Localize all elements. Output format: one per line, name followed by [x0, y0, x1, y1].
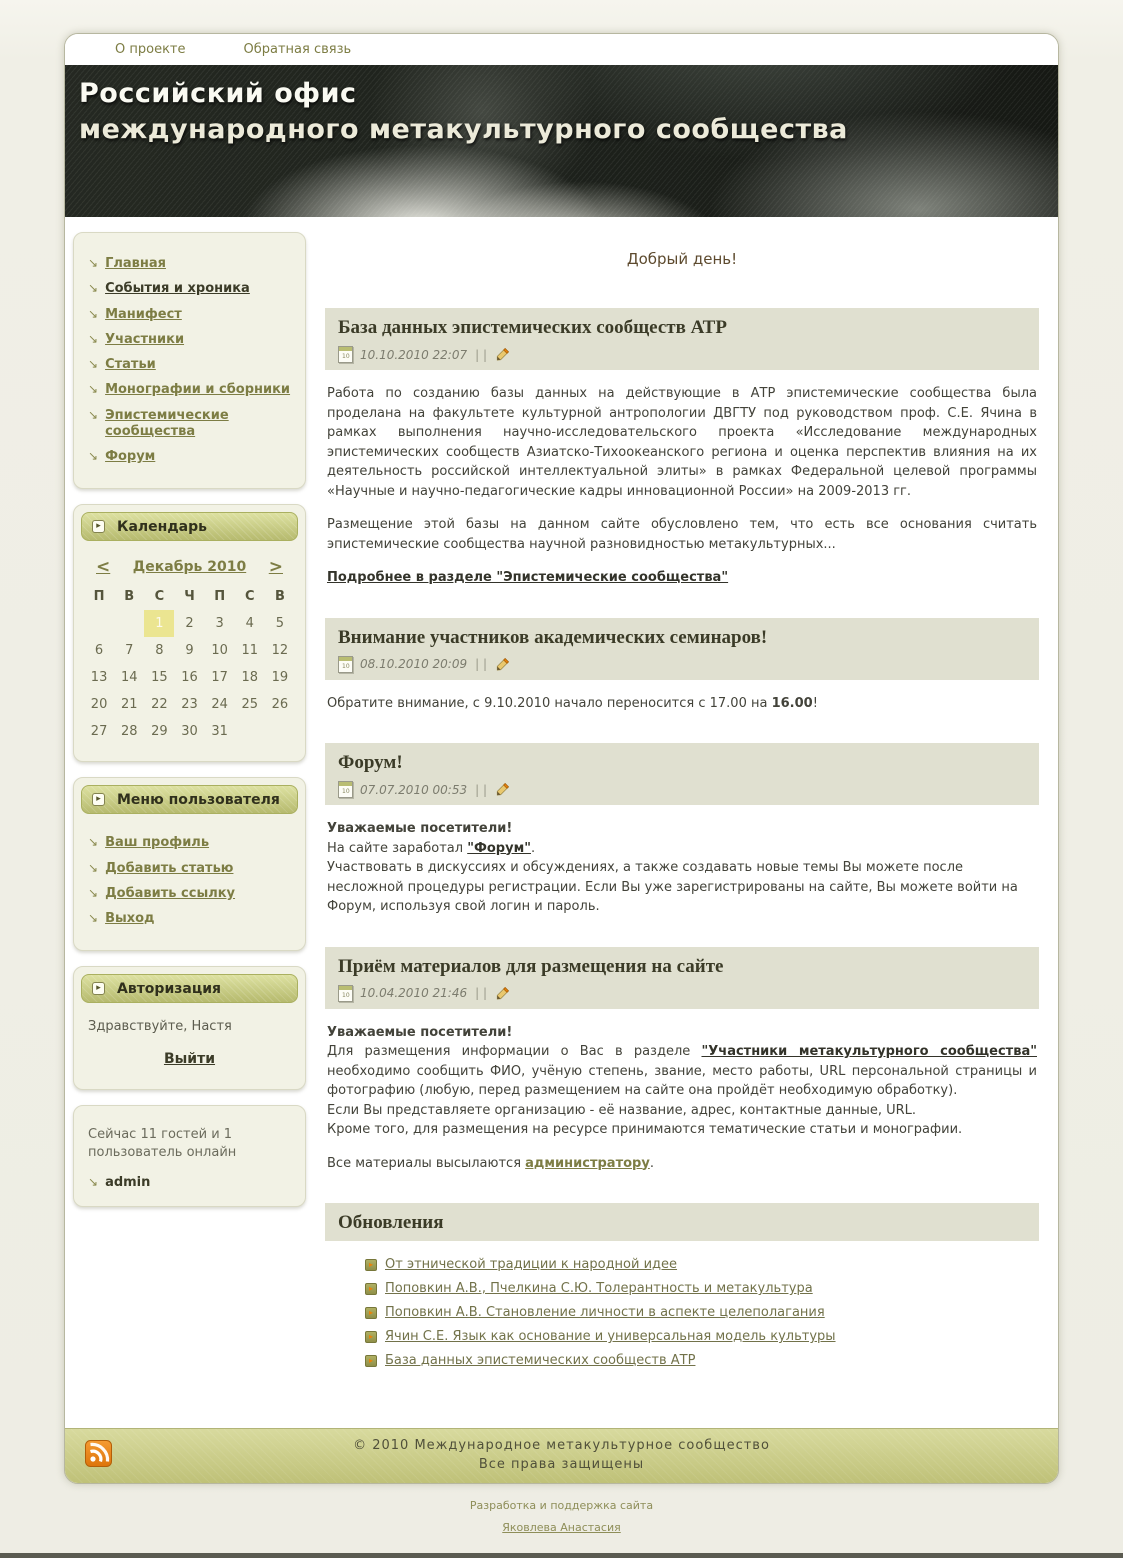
sidebar-item[interactable] [86, 449, 293, 465]
arrow-icon: ↘ [88, 306, 99, 321]
article-title: База данных эпистемических сообществ АТР [338, 317, 727, 338]
article-text: 16.00 [771, 695, 813, 711]
developer-link[interactable]: Яковлева Анастасия [502, 1521, 621, 1534]
article-header-band [325, 743, 1039, 805]
calendar-day[interactable]: 13 [90, 670, 108, 686]
calendar-day[interactable]: 11 [241, 643, 259, 659]
calendar-day-header: Ч [184, 589, 195, 605]
sidebar-item[interactable] [86, 408, 293, 441]
sidebar-item-link[interactable]: Статьи [105, 357, 156, 372]
calendar-day [265, 718, 295, 745]
update-bullet-icon [365, 1259, 377, 1271]
user-menu-item-link[interactable]: Выход [105, 911, 155, 926]
calendar-day[interactable]: 14 [120, 670, 138, 686]
update-link[interactable]: Ячин С.Е. Язык как основание и универсальная модель культуры [385, 1329, 836, 1344]
date-separator: | | [475, 347, 488, 362]
calendar-day[interactable]: 7 [125, 643, 134, 659]
sidebar-item[interactable] [86, 332, 293, 348]
user-menu-block [73, 777, 306, 951]
user-menu-item[interactable] [86, 911, 293, 927]
calendar-day[interactable]: 5 [275, 616, 285, 632]
article-date: 10.10.2010 22:07 [360, 347, 468, 362]
article-body [325, 1009, 1039, 1174]
sidebar-item[interactable] [86, 357, 293, 373]
site-title-line1: Российский офис [79, 78, 357, 109]
calendar-day[interactable]: 30 [181, 724, 198, 740]
online-user-name: admin [105, 1174, 151, 1190]
calendar-day[interactable]: 3 [215, 616, 224, 632]
calendar-day[interactable]: 20 [90, 697, 108, 713]
user-menu-item[interactable] [86, 861, 293, 877]
article-text: На сайте заработал [327, 840, 468, 856]
user-menu-item-link[interactable]: Ваш профиль [105, 835, 210, 851]
article-date-row [338, 346, 1026, 363]
article [325, 618, 1039, 714]
calendar-day-header: С [154, 589, 165, 605]
article-body [325, 370, 1039, 588]
calendar-day[interactable]: 2 [185, 616, 194, 632]
calendar-day[interactable]: 19 [271, 670, 289, 686]
update-link[interactable]: От этнической традиции к народной идее [385, 1257, 678, 1272]
article-text: . [649, 1155, 654, 1171]
main-container [64, 33, 1059, 1484]
pencil-icon[interactable] [495, 782, 510, 797]
article-date: 08.10.2010 20:09 [360, 657, 468, 671]
block-arrow-icon [92, 520, 105, 533]
calendar-day[interactable]: 9 [185, 643, 194, 659]
calendar-day-header: П [93, 589, 105, 605]
calendar-day[interactable]: 12 [271, 643, 289, 659]
site-title-line2: международного метакультурного сообщества [79, 114, 848, 145]
article-text: Для размещения информации о Вас в разделе [327, 1044, 702, 1059]
nav-feedback-link[interactable]: Обратная связь [243, 42, 352, 57]
calendar-block-header [81, 512, 298, 541]
pencil-icon[interactable] [495, 347, 510, 362]
article-inline-link[interactable]: "Форум" [467, 840, 531, 856]
update-item[interactable] [365, 1329, 1039, 1344]
calendar-block [73, 504, 306, 762]
article-header-band [325, 308, 1039, 370]
calendar-grid [84, 583, 295, 745]
date-separator: | | [475, 986, 488, 1000]
article-body [325, 680, 1039, 714]
article-header-band [325, 618, 1039, 680]
arrow-icon: ↘ [88, 357, 99, 371]
article-title: Приём материалов для размещения на сайте [338, 955, 724, 977]
article-date-row [338, 656, 1026, 673]
calendar-day[interactable]: 21 [120, 697, 138, 713]
article-text: Участвовать в дискуссиях и обсуждениях, а также создавать новые темы Вы можете после несложной процедуры регистрации. Если Вы уже зарегистрированы на сайте, Вы можете войти на Форум, используя свой логин и пароль. [327, 860, 1018, 914]
auth-block-header [81, 974, 298, 1003]
article-inline-link[interactable]: Подробнее в разделе "Эпистемические сообщества" [327, 570, 729, 585]
calendar-day[interactable]: 22 [151, 697, 168, 713]
sidebar-item-link[interactable]: Манифест [105, 306, 182, 322]
arrow-icon: ↘ [88, 407, 99, 422]
calendar-day[interactable]: 6 [94, 643, 104, 659]
calendar-day[interactable]: 23 [181, 697, 198, 713]
footer-copyright: © 2010 Международное метакультурное сообщество [353, 1438, 770, 1454]
article-text: ! [812, 695, 818, 711]
calendar-day-current[interactable]: 1 [144, 610, 174, 637]
article-header-band [325, 947, 1039, 1009]
sidebar-item-link[interactable]: Форум [105, 449, 156, 464]
sidebar-item-link[interactable]: Монографии и сборники [105, 382, 291, 398]
arrow-icon: ↘ [88, 860, 99, 875]
auth-block [73, 966, 306, 1090]
user-menu-item[interactable] [86, 886, 293, 902]
block-arrow-icon [92, 793, 105, 806]
calendar-day[interactable]: 8 [155, 643, 164, 659]
pencil-icon[interactable] [495, 657, 510, 672]
arrow-icon: ↘ [88, 382, 99, 397]
article-text: Уважаемые посетители! [327, 821, 513, 836]
calendar-day[interactable]: 26 [271, 697, 289, 713]
calendar-day[interactable]: 18 [241, 670, 259, 686]
rss-icon[interactable] [85, 1440, 112, 1471]
sidebar-item[interactable] [86, 256, 293, 272]
article-title: Форум! [338, 752, 403, 773]
update-bullet-icon [365, 1355, 377, 1367]
article-text: Уважаемые посетители! [327, 1024, 513, 1040]
sidebar-item-link[interactable]: События и хроника [105, 281, 250, 297]
arrow-icon: ↘ [88, 256, 99, 270]
update-link[interactable]: Поповкин А.В., Пчелкина С.Ю. Толерантность и метакультура [385, 1281, 813, 1296]
calendar-icon: 10 [338, 985, 353, 1002]
article [325, 308, 1039, 588]
calendar-day[interactable]: 25 [241, 697, 259, 713]
nav-about-link[interactable]: О проекте [115, 42, 186, 57]
footer-rights: Все права защищены [478, 1457, 645, 1472]
user-menu-block-header [81, 785, 298, 814]
updates-section [325, 1203, 1039, 1368]
article-text: Если Вы представляете организацию - её название, адрес, контактные данные, URL. [327, 1102, 917, 1118]
calendar-icon: 10 [338, 781, 353, 798]
update-item[interactable] [365, 1305, 1039, 1320]
update-link[interactable]: База данных эпистемических сообществ АТР [385, 1353, 696, 1368]
logout-link[interactable]: Выйти [163, 1051, 216, 1068]
block-arrow-icon [92, 982, 105, 995]
update-link[interactable]: Поповкин А.В. Становление личности в аспекте целеполагания [385, 1305, 825, 1320]
auth-block-title: Авторизация [117, 980, 222, 997]
auth-greeting: Здравствуйте, Настя [88, 1019, 232, 1035]
arrow-icon: ↘ [88, 911, 99, 925]
bottom-divider [0, 1553, 1123, 1558]
arrow-icon: ↘ [88, 885, 99, 900]
arrow-icon: ↘ [88, 1174, 99, 1189]
calendar-day [84, 610, 114, 637]
article-text: Обратите внимание, с 9.10.2010 начало переносится с 17.00 на [327, 695, 772, 711]
article-text: . [530, 840, 536, 856]
article-inline-link[interactable]: "Участники метакультурного сообщества" [701, 1044, 1037, 1059]
calendar-day[interactable]: 28 [120, 724, 138, 740]
article [325, 743, 1039, 917]
calendar-day[interactable]: 15 [151, 670, 168, 686]
arrow-icon: ↘ [88, 331, 99, 346]
date-separator: | | [475, 657, 488, 671]
site-title [65, 65, 1058, 145]
sidebar-item[interactable] [86, 307, 293, 323]
user-menu-item-link[interactable]: Добавить статью [105, 860, 234, 876]
article-text: необходимо сообщить ФИО, учёную степень, звание, место работы, URL персональной страницы и фотографию (любую, перед размещением на сайте она пройдёт необходимую обработку). [327, 1063, 1037, 1098]
calendar-day [114, 610, 144, 637]
subfooter [0, 1499, 1123, 1535]
sidebar-item-link[interactable]: Эпистемические сообщества [105, 407, 229, 439]
calendar-icon: 10 [338, 346, 353, 363]
calendar-day[interactable]: 27 [90, 724, 108, 740]
footer [65, 1428, 1058, 1483]
calendar-day[interactable]: 16 [181, 670, 198, 686]
article-body [325, 805, 1039, 917]
online-users-block [73, 1105, 306, 1206]
developer-label: Разработка и поддержка сайта [469, 1499, 654, 1512]
update-bullet-icon [365, 1331, 377, 1343]
user-menu-block-title: Меню пользователя [117, 791, 280, 808]
calendar-day[interactable]: 31 [211, 724, 228, 740]
online-user-item[interactable] [84, 1167, 295, 1196]
article-text: Работа по созданию базы данных на действующие в АТР эпистемические сообщества была проделана на факультете культурной антропологии ДВГТУ под руководством проф. С.Е. Ячина в рамках выполнения научно-исследовательского проекта «Исследование международных эпистемических сообществ Азиатско-Тихоокеанского региона и оценка перспектив влияния на их деятельность российской интеллектуальной элиты» в рамках Федеральной целевой программы «Научные и научно-педагогические кадры инновационной России» на 2009-2013 гг. [327, 386, 1037, 499]
article-text: Размещение этой базы на данном сайте обусловлено тем, что есть все основания считать эпистемические сообщества научной разновидностью метакультурных... [327, 517, 1037, 552]
header-banner-image [65, 65, 1058, 217]
greeting-text: Добрый день! [626, 250, 738, 268]
main-content [325, 232, 1039, 1398]
article-date-row [338, 781, 1026, 798]
article-text: Все материалы высылаются [327, 1155, 526, 1171]
online-users-text: Сейчас 11 гостей и 1 пользователь онлайн [88, 1127, 237, 1161]
updates-title: Обновления [338, 1212, 444, 1233]
calendar-day[interactable]: 4 [245, 616, 254, 632]
calendar-day[interactable]: 17 [211, 670, 228, 686]
calendar-day-header: В [124, 589, 135, 605]
calendar-day[interactable]: 10 [211, 643, 228, 659]
calendar-day-header: П [214, 589, 226, 605]
article-date-row [338, 985, 1026, 1002]
update-item[interactable] [365, 1281, 1039, 1296]
calendar-nav [84, 549, 295, 579]
calendar-day[interactable]: 24 [211, 697, 228, 713]
date-separator: | | [475, 782, 488, 797]
main-menu-block [73, 232, 306, 489]
calendar-next-month-link[interactable]: > [268, 557, 283, 578]
calendar-day[interactable]: 29 [151, 724, 168, 740]
calendar-day [235, 718, 265, 745]
pencil-icon[interactable] [495, 986, 510, 1001]
sidebar-item-link[interactable]: Главная [105, 256, 166, 271]
article [325, 947, 1039, 1174]
article-text: Кроме того, для размещения на ресурсе принимаются тематические статьи и монографии. [327, 1122, 963, 1137]
article-date: 10.04.2010 21:46 [360, 986, 468, 1000]
update-item[interactable] [365, 1257, 1039, 1272]
update-bullet-icon [365, 1307, 377, 1319]
sidebar-item-link[interactable]: Участники [105, 331, 185, 347]
arrow-icon: ↘ [88, 281, 99, 296]
user-menu-item-link[interactable]: Добавить ссылку [105, 885, 236, 901]
sidebar [73, 232, 306, 1222]
calendar-month-link[interactable]: Декабрь 2010 [132, 559, 247, 576]
arrow-icon: ↘ [88, 835, 99, 850]
user-menu-item[interactable] [86, 835, 293, 851]
updates-header [325, 1203, 1039, 1241]
calendar-block-title: Календарь [117, 518, 207, 535]
calendar-day-header: С [245, 589, 255, 605]
arrow-icon: ↘ [88, 449, 99, 463]
sidebar-item[interactable] [86, 382, 293, 398]
calendar-day-header: В [274, 589, 285, 605]
top-nav [65, 34, 1058, 65]
calendar-prev-month-link[interactable]: < [96, 557, 111, 578]
article-inline-link[interactable]: администратору [525, 1155, 650, 1171]
calendar-icon: 10 [338, 656, 353, 673]
update-bullet-icon [365, 1283, 377, 1295]
sidebar-item[interactable] [86, 281, 293, 297]
update-item[interactable] [365, 1353, 1039, 1368]
article-date: 07.07.2010 00:53 [360, 782, 468, 797]
article-title: Внимание участников академических семинаров! [338, 626, 768, 648]
